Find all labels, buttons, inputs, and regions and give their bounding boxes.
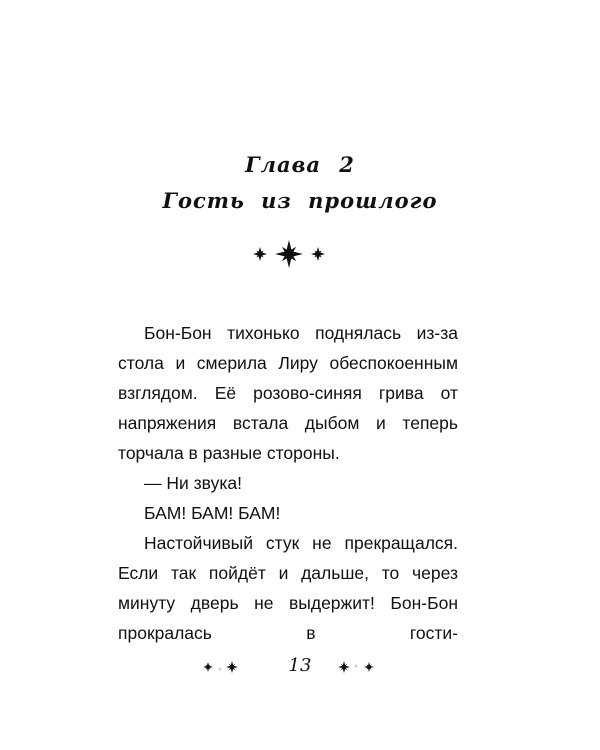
paragraph: БАМ! БАМ! БАМ!	[144, 503, 281, 523]
small-star-icon	[253, 247, 267, 261]
chapter-label: Глава 2	[245, 152, 355, 177]
large-star-icon	[275, 240, 303, 268]
footer-star-ornament-icon	[336, 657, 378, 677]
footer-star-ornament-icon	[200, 657, 242, 677]
small-star-icon	[311, 247, 325, 261]
body-text	[118, 318, 458, 648]
paragraph: — Ни звука!	[144, 473, 242, 493]
chapter-title: Гость из прошлого	[162, 188, 438, 213]
page-footer	[0, 655, 600, 679]
page-number: 13	[288, 655, 312, 676]
paragraph: Бон-Бон тихонько поднялась из-за стола и смерила Лиру обеспокоенным взглядом. Её розово-синяя грива от напряжения встала дыбом и теперь торчала в разные стороны.	[118, 323, 458, 463]
star-ornament-icon	[0, 236, 600, 272]
paragraph: Настойчивый стук не прекращался. Если так пойдёт и дальше, то через минуту дверь не выдержит! Бон-Бон прокралась в гости-	[118, 533, 458, 643]
